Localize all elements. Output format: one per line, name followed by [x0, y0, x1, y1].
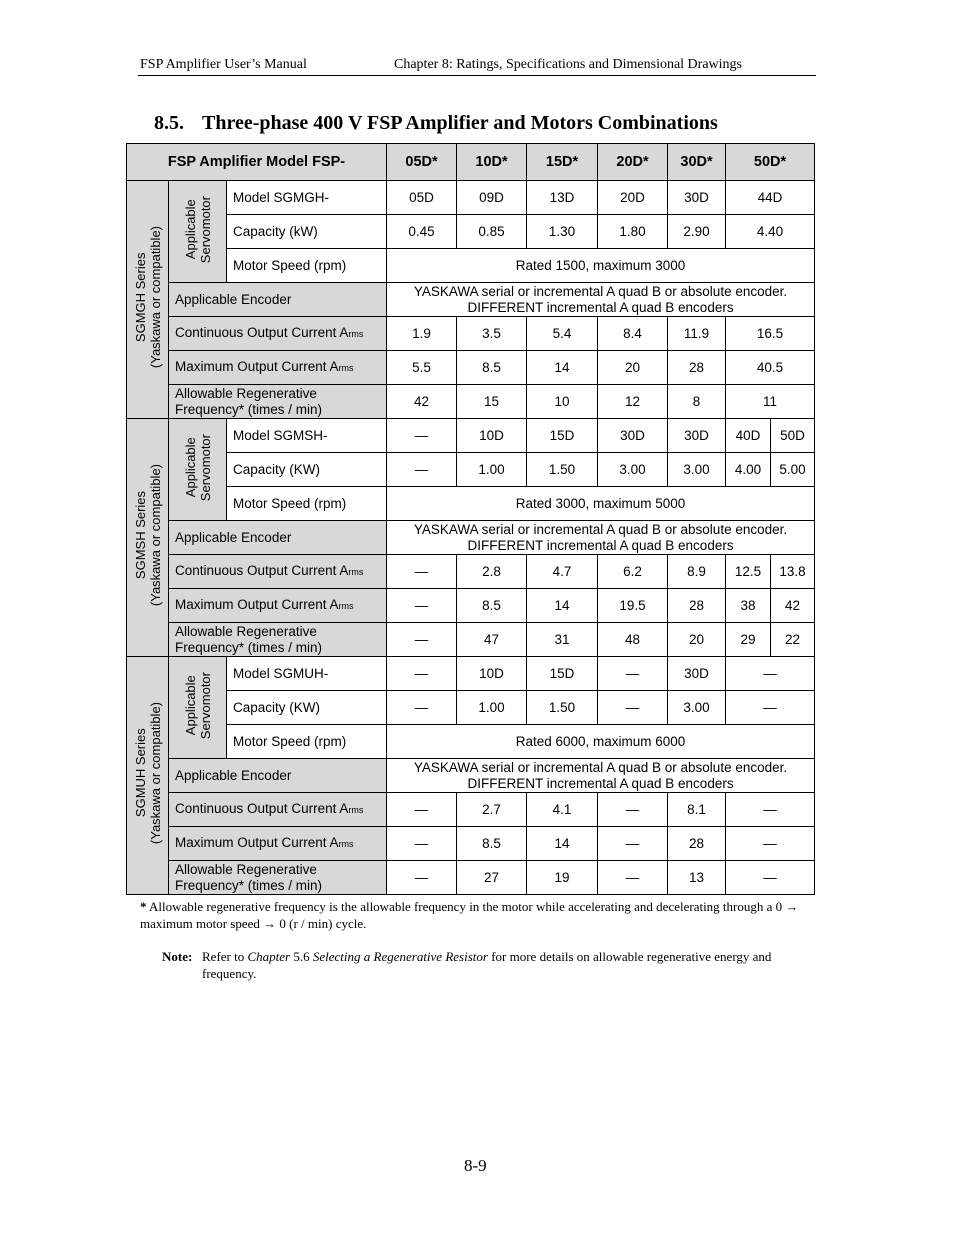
row-label-continuous-current: Continuous Output Current Arms [169, 793, 387, 827]
table-cell: 1.50 [527, 453, 598, 487]
table-cell: 38 [726, 589, 771, 623]
table-cell: 19.5 [598, 589, 668, 623]
table-cell: 09D [457, 181, 527, 215]
table-cell: 3.00 [668, 453, 726, 487]
table-cell: 1.00 [457, 453, 527, 487]
table-cell: 5.5 [387, 351, 457, 385]
amp-model-30d: 30D* [668, 144, 726, 181]
table-header-row [127, 144, 815, 181]
table-cell: 13D [527, 181, 598, 215]
speed-value: Rated 6000, maximum 6000 [387, 725, 815, 759]
table-cell: — [598, 691, 668, 725]
table-cell: 3.00 [598, 453, 668, 487]
row-label-speed: Motor Speed (rpm) [227, 487, 387, 521]
table-cell: 16.5 [726, 317, 815, 351]
row-label-speed: Motor Speed (rpm) [227, 725, 387, 759]
table-row [127, 861, 815, 895]
header-rule [138, 75, 816, 76]
table-cell: 42 [387, 385, 457, 419]
table-cell: 14 [527, 351, 598, 385]
table-cell: 28 [668, 827, 726, 861]
table-cell: 8.5 [457, 827, 527, 861]
table-cell: — [726, 657, 815, 691]
table-cell: 15 [457, 385, 527, 419]
table-cell: 40D [726, 419, 771, 453]
table-cell: 12.5 [726, 555, 771, 589]
row-label-capacity: Capacity (KW) [227, 453, 387, 487]
table-cell: 0.45 [387, 215, 457, 249]
table-cell: — [598, 861, 668, 895]
table-row [127, 419, 815, 453]
table-cell: 2.7 [457, 793, 527, 827]
row-label-regen: Allowable Regenerative Frequency* (times / min) [169, 623, 387, 657]
table-cell: 1.80 [598, 215, 668, 249]
speed-value: Rated 3000, maximum 5000 [387, 487, 815, 521]
table-cell: 8.5 [457, 351, 527, 385]
table-cell: — [598, 657, 668, 691]
table-cell: — [726, 691, 815, 725]
table-cell: 10 [527, 385, 598, 419]
running-header-title: FSP Amplifier User’s Manual [140, 57, 307, 72]
table-cell: 0.85 [457, 215, 527, 249]
table-row [127, 453, 815, 487]
table-cell: 15D [527, 657, 598, 691]
table-cell: 28 [668, 351, 726, 385]
table-cell: 30D [668, 657, 726, 691]
table-cell: 1.00 [457, 691, 527, 725]
table-cell: 05D [387, 181, 457, 215]
table-cell: 1.9 [387, 317, 457, 351]
note-label: Note: [162, 949, 193, 964]
series-label-sgmuh: SGMUH Series (Yaskawa or compatible) [127, 657, 169, 895]
table-cell: 11.9 [668, 317, 726, 351]
table-cell: 20 [668, 623, 726, 657]
table-row [127, 827, 815, 861]
table-cell: 31 [527, 623, 598, 657]
series-label-sgmgh: SGMGH Series (Yaskawa or compatible) [127, 181, 169, 419]
table-cell: — [726, 793, 815, 827]
encoder-value: YASKAWA serial or incremental A quad B or absolute encoder. DIFFERENT incremental A quad B encoders [387, 283, 815, 317]
table-cell: 12 [598, 385, 668, 419]
row-label-max-current: Maximum Output Current Arms [169, 827, 387, 861]
table-cell: 28 [668, 589, 726, 623]
table-cell: — [387, 827, 457, 861]
row-label-speed: Motor Speed (rpm) [227, 249, 387, 283]
table-cell: 4.1 [527, 793, 598, 827]
table-cell: 11 [726, 385, 815, 419]
table-row [127, 249, 815, 283]
servomotor-label: Applicable Servomotor [169, 419, 227, 521]
row-label-continuous-current: Continuous Output Current Arms [169, 555, 387, 589]
table-row [127, 623, 815, 657]
table-row [127, 317, 815, 351]
table-cell: 42 [771, 589, 815, 623]
table-cell: 4.40 [726, 215, 815, 249]
table-cell: 13 [668, 861, 726, 895]
row-label-encoder: Applicable Encoder [169, 521, 387, 555]
table-cell: 14 [527, 827, 598, 861]
table-cell: 10D [457, 657, 527, 691]
table-cell: 20 [598, 351, 668, 385]
table-cell: 22 [771, 623, 815, 657]
speed-value: Rated 1500, maximum 3000 [387, 249, 815, 283]
table-cell: — [726, 861, 815, 895]
table-cell: 4.00 [726, 453, 771, 487]
table-row [127, 793, 815, 827]
section-title: Three-phase 400 V FSP Amplifier and Motors Combinations [202, 112, 718, 134]
amp-model-50d: 50D* [726, 144, 815, 181]
row-label-model: Model SGMGH- [227, 181, 387, 215]
table-cell: — [387, 691, 457, 725]
table-cell: 8.9 [668, 555, 726, 589]
table-cell: 5.4 [527, 317, 598, 351]
series-label-sgmsh: SGMSH Series (Yaskawa or compatible) [127, 419, 169, 657]
row-label-regen: Allowable Regenerative Frequency* (times / min) [169, 385, 387, 419]
table-row [127, 215, 815, 249]
table-cell: 8.4 [598, 317, 668, 351]
table-cell: 27 [457, 861, 527, 895]
table-cell: 10D [457, 419, 527, 453]
table-cell: — [387, 419, 457, 453]
table-row [127, 589, 815, 623]
section-number: 8.5. [154, 112, 184, 134]
row-label-regen: Allowable Regenerative Frequency* (times / min) [169, 861, 387, 895]
table-cell: 2.90 [668, 215, 726, 249]
table-cell: 48 [598, 623, 668, 657]
table-row [127, 725, 815, 759]
table-row [127, 351, 815, 385]
encoder-value: YASKAWA serial or incremental A quad B or absolute encoder. DIFFERENT incremental A quad B encoders [387, 521, 815, 555]
table-cell: — [387, 861, 457, 895]
table-cell: 6.2 [598, 555, 668, 589]
table-cell: — [387, 793, 457, 827]
amp-model-05d: 05D* [387, 144, 457, 181]
footnote: * Allowable regenerative frequency is the allowable frequency in the motor while accelerating and decelerating through a 0 → maximum motor speed → 0 (r / min) cycle. [140, 899, 799, 931]
table-cell: 30D [668, 419, 726, 453]
row-label-continuous-current: Continuous Output Current Arms [169, 317, 387, 351]
table-cell: 29 [726, 623, 771, 657]
table-cell: 2.8 [457, 555, 527, 589]
table-cell: — [726, 827, 815, 861]
amp-model-20d: 20D* [598, 144, 668, 181]
table-cell: 8 [668, 385, 726, 419]
amp-model-15d: 15D* [527, 144, 598, 181]
table-cell: 15D [527, 419, 598, 453]
table-row [127, 555, 815, 589]
amp-model-10d: 10D* [457, 144, 527, 181]
table-cell: 4.7 [527, 555, 598, 589]
table-cell: — [598, 793, 668, 827]
table-cell: 5.00 [771, 453, 815, 487]
table-cell: — [387, 589, 457, 623]
table-row [127, 759, 815, 793]
table-row [127, 385, 815, 419]
table-cell: 1.30 [527, 215, 598, 249]
combination-table [126, 143, 815, 895]
row-label-encoder: Applicable Encoder [169, 759, 387, 793]
table-row [127, 657, 815, 691]
table-cell: 3.5 [457, 317, 527, 351]
row-label-capacity: Capacity (KW) [227, 691, 387, 725]
table-cell: 13.8 [771, 555, 815, 589]
table-cell: 8.5 [457, 589, 527, 623]
amplifier-model-label: FSP Amplifier Model FSP- [127, 144, 387, 181]
encoder-value: YASKAWA serial or incremental A quad B or absolute encoder. DIFFERENT incremental A quad B encoders [387, 759, 815, 793]
table-cell: — [387, 453, 457, 487]
table-row [127, 521, 815, 555]
table-row [127, 181, 815, 215]
table-cell: 50D [771, 419, 815, 453]
table-row [127, 487, 815, 521]
table-cell: — [387, 657, 457, 691]
table-cell: 30D [598, 419, 668, 453]
table-cell: — [387, 623, 457, 657]
table-cell: 19 [527, 861, 598, 895]
servomotor-label: Applicable Servomotor [169, 181, 227, 283]
table-row [127, 283, 815, 317]
row-label-max-current: Maximum Output Current Arms [169, 351, 387, 385]
row-label-max-current: Maximum Output Current Arms [169, 589, 387, 623]
table-cell: 3.00 [668, 691, 726, 725]
section-heading [154, 112, 718, 135]
table-cell: 40.5 [726, 351, 815, 385]
row-label-model: Model SGMUH- [227, 657, 387, 691]
page-number: 8-9 [464, 1156, 487, 1175]
row-label-encoder: Applicable Encoder [169, 283, 387, 317]
row-label-capacity: Capacity (kW) [227, 215, 387, 249]
table-cell: 20D [598, 181, 668, 215]
table-cell: 1.50 [527, 691, 598, 725]
row-label-model: Model SGMSH- [227, 419, 387, 453]
table-cell: 14 [527, 589, 598, 623]
table-cell: — [598, 827, 668, 861]
table-row [127, 691, 815, 725]
table-cell: 30D [668, 181, 726, 215]
regen-resistor-reference: Selecting a Regenerative Resistor [312, 949, 488, 964]
servomotor-label: Applicable Servomotor [169, 657, 227, 759]
note: Note: Refer to Chapter 5.6 Selecting a Regenerative Resistor for more details on allowable regenerative energy and frequency. [162, 949, 772, 981]
table-cell: — [387, 555, 457, 589]
table-cell: 44D [726, 181, 815, 215]
running-header-chapter: Chapter 8: Ratings, Specifications and Dimensional Drawings [394, 57, 742, 72]
table-cell: 8.1 [668, 793, 726, 827]
table-cell: 47 [457, 623, 527, 657]
